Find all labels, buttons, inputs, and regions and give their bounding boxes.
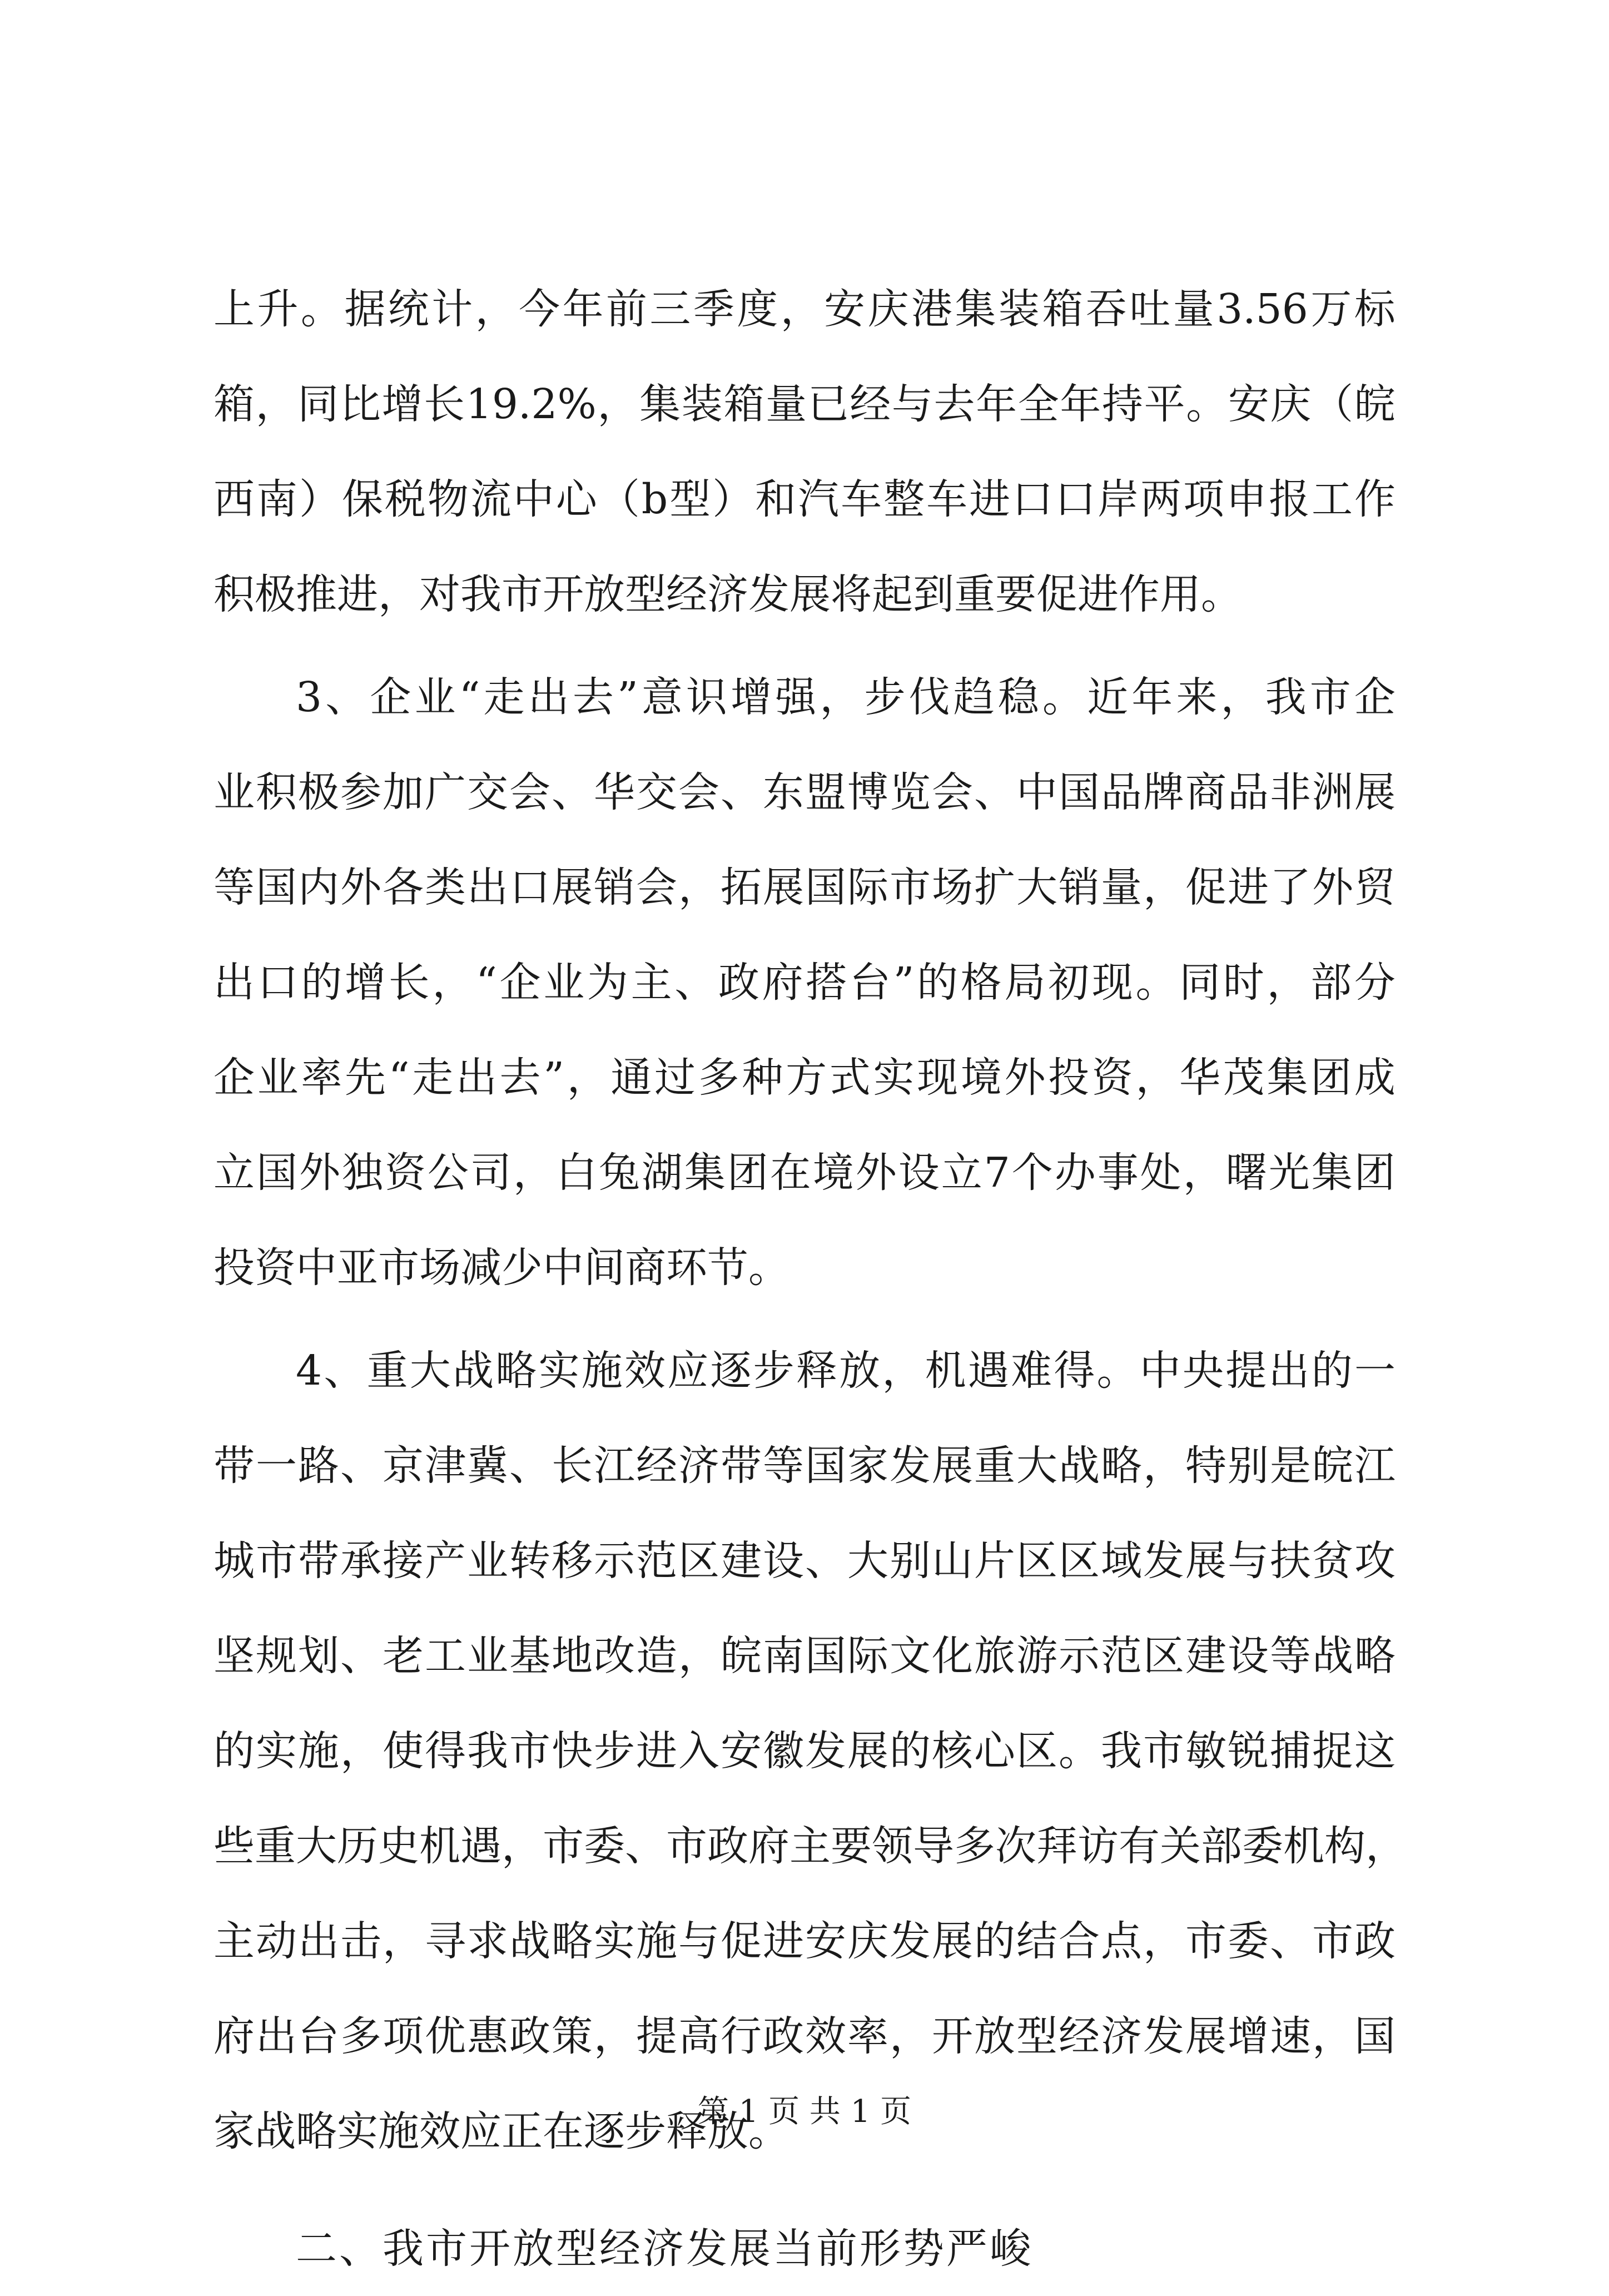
text-line: 城 市 带 承 接 产 业 转 移 示 范 区 建 设 、 大 别 山 片 区 区 域 发 展 与 扶 贫 攻 xyxy=(213,1536,1396,1585)
paragraph xyxy=(213,649,1396,1315)
text-line: 立 国 外 独 资 公 司 ， 白 兔 湖 集 团 在 境 外 设 立 7 个 办 事 处 ， 曙 光 集 团 xyxy=(213,1148,1396,1197)
document-body xyxy=(213,261,1407,2296)
text-line: 企 业 率 先 “ 走 出 去 ” ， 通 过 多 种 方 式 实 现 境 外 投 资 ， 华 茂 集 团 成 xyxy=(213,1053,1396,1102)
text-line: 出 口 的 增 长 ， “ 企 业 为 主 、 政 府 搭 台 ” 的 格 局 初 现 。 同 时 ， 部 分 xyxy=(213,958,1396,1006)
paragraph xyxy=(213,261,1396,642)
text-line: 西 南 ） 保 税 物 流 中 心 （ b 型 ） 和 汽 车 整 车 进 口 口 岸 两 项 申 报 工 作 xyxy=(213,475,1396,523)
text-line: 业 积 极 参 加 广 交 会 、 华 交 会 、 东 盟 博 览 会 、 中 国 品 牌 商 品 非 洲 展 xyxy=(213,768,1396,816)
page-footer: 第 1 页 共 1 页 xyxy=(697,2094,912,2130)
text-line: 坚 规 划 、 老 工 业 基 地 改 造 ， 皖 南 国 际 文 化 旅 游 示 范 区 建 设 等 战 略 xyxy=(213,1632,1396,1680)
paragraph xyxy=(213,1323,1407,2179)
text-line: 投资中亚市场减少中间商环节。 xyxy=(213,1243,789,1292)
text-line: 主 动 出 击 ， 寻 求 战 略 实 施 与 促 进 安 庆 发 展 的 结 合 点 ， 市 委 、 市 政 xyxy=(213,1917,1396,1965)
text-line: 等 国 内 外 各 类 出 口 展 销 会 ， 拓 展 国 际 市 场 扩 大 销 量 ， 促 进 了 外 贸 xyxy=(213,863,1396,911)
text-line: 积极推进，对我市开放型经济发展将起到重要促进作用。 xyxy=(213,570,1242,618)
text-line: 的 实 施 ， 使 得 我 市 快 步 进 入 安 徽 发 展 的 核 心 区 。 我 市 敏 锐 捕 捉 这 xyxy=(213,1727,1396,1775)
text-line: 箱 ， 同 比 增 长 19.2% ， 集 装 箱 量 已 经 与 去 年 全 年 持 平 。 安 庆 （ 皖 xyxy=(213,380,1396,428)
text-line: 上 升 。 据 统 计 ， 今 年 前 三 季 度 ， 安 庆 港 集 装 箱 吞 吐 量 3.56 万 标 xyxy=(213,285,1396,333)
text-line: 3 、 企 业 “ 走 出 去 ” 意 识 增 强 ， 步 伐 趋 稳 。 近 年 来 ， 我 市 企 xyxy=(296,673,1396,721)
text-line: 带 一 路 、 京 津 冀 、 长 江 经 济 带 等 国 家 发 展 重 大 战 略 ， 特 别 是 皖 江 xyxy=(213,1441,1396,1490)
text-line: 府 出 台 多 项 优 惠 政 策 ， 提 高 行 政 效 率 ， 开 放 型 经 济 发 展 增 速 ， 国 xyxy=(213,2012,1396,2060)
text-line: 4 、 重 大 战 略 实 施 效 应 逐 步 释 放 ， 机 遇 难 得 。 中 央 提 出 的 一 xyxy=(296,1346,1396,1395)
text-line: 些 重 大 历 史 机 遇 ， 市 委 、 市 政 府 主 要 领 导 多 次 拜 访 有 关 部 委 机 构 ， xyxy=(213,1822,1407,1870)
text-line: 家战略实施效应正在逐步释放。 xyxy=(213,2107,789,2155)
section-heading: 二、我市开放型经济发展当前形势严峻 xyxy=(296,2224,1033,2273)
